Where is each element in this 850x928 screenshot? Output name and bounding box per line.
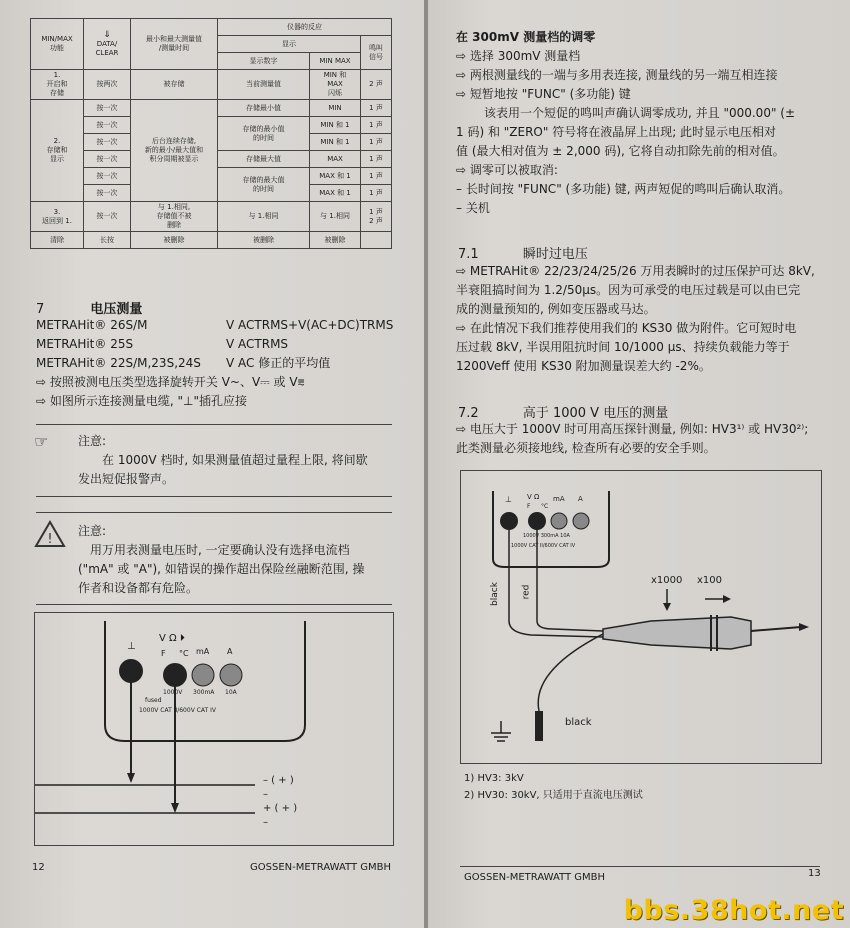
divider	[36, 424, 392, 425]
ground-symbol: ⊥	[505, 495, 512, 504]
model-row: METRAHit® 25S V ACTRMS	[36, 337, 289, 351]
category-label: 1000V CAT II/600V CAT IV	[511, 543, 576, 549]
header-signal: 鸣叫 信号	[361, 36, 392, 70]
model-row: METRAHit® 22S/M,23S,24S V AC 修正的平均值	[36, 356, 331, 370]
note-1: 注意: 在 1000V 档时, 如果测量值超过量程上限, 将间歇 发出短促报警声。	[78, 432, 398, 489]
rating-label: 1000V	[163, 689, 183, 696]
section-number: 7	[36, 302, 45, 317]
jack-label: mA	[553, 495, 565, 503]
lead-label: black	[565, 717, 592, 728]
divider	[460, 866, 820, 867]
hv-probe-figure	[460, 470, 822, 764]
table-row: 1. 开启和 存储 按两次 被存储 当前测量值 MIN 和 MAX 闪烁 2 声	[31, 70, 392, 100]
connection-figure	[34, 612, 394, 846]
step-item: ⇨ 按照被测电压类型选择旋转开关 V~、V⎓ 或 V⩳	[36, 373, 406, 392]
table-row: 按一次 MAX 和 1 1 声	[31, 185, 392, 202]
model-list	[36, 316, 406, 411]
lead-label: black	[489, 582, 500, 606]
terminal-label: + ( + )	[263, 803, 298, 814]
lead-label: red	[521, 584, 532, 600]
jack-label: F	[161, 649, 166, 658]
table-row: 按一次 存储的最大值 的时间 MAX 和 1 1 声	[31, 168, 392, 185]
header-display-digits: 显示数字	[218, 53, 310, 70]
watermark: bbs.38hot.net	[623, 895, 844, 926]
divider	[36, 512, 392, 513]
footnote: 1) HV3: 3kV	[464, 773, 524, 784]
step-item: ⇨ 调零可以被取消:	[456, 161, 836, 180]
a-jack	[220, 664, 242, 686]
table-row: 按一次 MIN 和 1 1 声	[31, 134, 392, 151]
table-row: 3. 返回到 1. 按一次 与 1.相同, 存储值不被 删除 与 1.相同 与 1.相同 1 声 2 声	[31, 202, 392, 232]
header-instrument-response: 仪器的反应	[218, 19, 392, 36]
jack-label: °C	[541, 503, 549, 510]
table-row: 按一次 存储的最小值 的时间 MIN 和 1 1 声	[31, 117, 392, 134]
hv-probe-body	[603, 617, 751, 649]
svg-text:!: !	[47, 532, 53, 547]
category-label: 1000V CAT II/600V CAT IV	[139, 707, 216, 714]
header-data-clear: ⇓ DATA/ CLEAR	[84, 19, 131, 70]
page-number: 13	[808, 868, 821, 879]
fused-label: fused	[145, 697, 162, 704]
note-2: 注意: 用万用表测量电压时, 一定要确认没有选择电流档 ("mA" 或 "A"), 如错误的操作超出保险丝融断范围, 操 作者和设备都有危险。	[78, 522, 408, 598]
section-72-heading: 7.2 高于 1000 V 电压的测量	[458, 406, 669, 421]
footnotes	[464, 770, 643, 804]
scale-label: x1000	[651, 575, 683, 586]
rating-label: 1000V 300mA 10A	[523, 533, 570, 539]
down-arrow-icon: ⇓	[103, 29, 111, 40]
jack-label: A	[227, 647, 233, 656]
ma-jack	[192, 664, 214, 686]
step-item: ⇨ 两根测量线的一端与多用表连接, 测量线的另一端互相连接	[456, 66, 836, 85]
a-jack	[573, 513, 589, 529]
step-item: ⇨ 短暂地按 "FUNC" (多功能) 键	[456, 85, 836, 104]
rating-label: 10A	[225, 689, 237, 696]
divider	[36, 604, 392, 605]
hv-probe-diagram	[461, 471, 821, 763]
ma-jack	[551, 513, 567, 529]
section-title: 电压测量	[90, 302, 143, 317]
header-minmax-values: 最小和最大测量值 /测量时间	[131, 19, 218, 70]
divider	[36, 496, 392, 497]
left-page	[0, 0, 424, 928]
model-row: METRAHit® 26S/M V ACTRMS+V(AC+DC)TRMS	[36, 318, 394, 332]
header-min-max: MIN MAX	[310, 53, 361, 70]
step-item: ⇨ 选择 300mV 测量档	[456, 47, 836, 66]
table-row: 清除 长按 被删除 被删除 被删除	[31, 232, 392, 249]
jack-label: F	[527, 503, 531, 510]
company-footer: GOSSEN-METRAWATT GMBH	[250, 862, 391, 873]
section-71-body: ⇨ METRAHit® 22/23/24/25/26 万用表瞬时的过压保护可达 8kV, 半衰阻搞时间为 1.2/50µs。因为可承受的电压过载是可以由已完 成的测量预知的, 例如变压器或马达。 ⇨ 在此情况下我们推荐使用我们的 KS30 做为附件。它可短时电 压过载 8kV, 半误用阻抗时间 10/1000 µs、持续负载能力等于 1200Veff 使用 KS30 附加测量误差大约 -2%。	[456, 262, 840, 376]
page-number: 12	[32, 862, 45, 873]
footnote: 2) HV30: 30kV, 只适用于直流电压测试	[464, 790, 643, 801]
right-page	[428, 0, 850, 928]
scale-label: x100	[697, 575, 723, 586]
warning-triangle-icon	[34, 520, 66, 548]
table-row: 2. 存储和 显示 按一次 后台连续存储, 新的最小/最大值和 积分周期被显示 存储最小值 MIN 1 声	[31, 100, 392, 117]
multimeter-diagram	[35, 613, 393, 845]
zeroing-section: 在 300mV 测量档的调零 ⇨ 选择 300mV 测量档 ⇨ 两根测量线的一端与多用表连接, 测量线的另一端互相连接 ⇨ 短暂地按 "FUNC" (多功能) 键 该表用一个短促的鸣叫声确认调零成功, 并且 "000.00" (± 1 码) 和 "ZERO" 符号将在液晶屏上出现; 此时显示电压相对 值 (最大相对值为 ± 2,000 码), 它将自动扣除先前的相对值。 ⇨ 调零可以被取消: – 长时间按 "FUNC" (多功能) 键, 两声短促的鸣叫后确认取消。 – 关机	[456, 28, 836, 218]
note-label: 注意:	[78, 434, 107, 448]
terminal-label: –	[263, 789, 268, 800]
pointing-hand-icon: ☞	[34, 432, 49, 451]
ground-symbol: ⊥	[127, 641, 136, 652]
jack-label: V Ω ⏵	[159, 633, 185, 644]
jack-label: mA	[196, 647, 210, 656]
header-display: 显示	[218, 36, 361, 53]
note-label: 注意:	[78, 524, 107, 538]
section-72-body: ⇨ 电压大于 1000V 时可用高压探针测量, 例如: HV3¹⁾ 或 HV30²⁾; 此类测量必须接地线, 检查所有必要的安全手则。	[456, 420, 840, 458]
header-minmax: MIN/MAX 功能	[31, 19, 84, 70]
step-item: ⇨ 如图所示连接测量电缆, "⊥"插孔应接	[36, 392, 406, 411]
minmax-function-table	[30, 18, 392, 249]
table-row: 按一次 存储最大值 MAX 1 声	[31, 151, 392, 168]
zeroing-heading: 在 300mV 测量档的调零	[456, 30, 596, 44]
jack-label: V Ω	[527, 493, 540, 501]
company-footer: GOSSEN-METRAWATT GMBH	[464, 872, 605, 883]
terminal-label: – ( + )	[263, 775, 294, 786]
terminal-label: –	[263, 817, 268, 828]
section-7-heading	[36, 298, 142, 317]
jack-label: A	[578, 495, 583, 503]
jack-label: °C	[179, 649, 189, 658]
section-71-heading: 7.1 瞬时过电压	[458, 247, 588, 262]
rating-label: 300mA	[193, 689, 215, 696]
